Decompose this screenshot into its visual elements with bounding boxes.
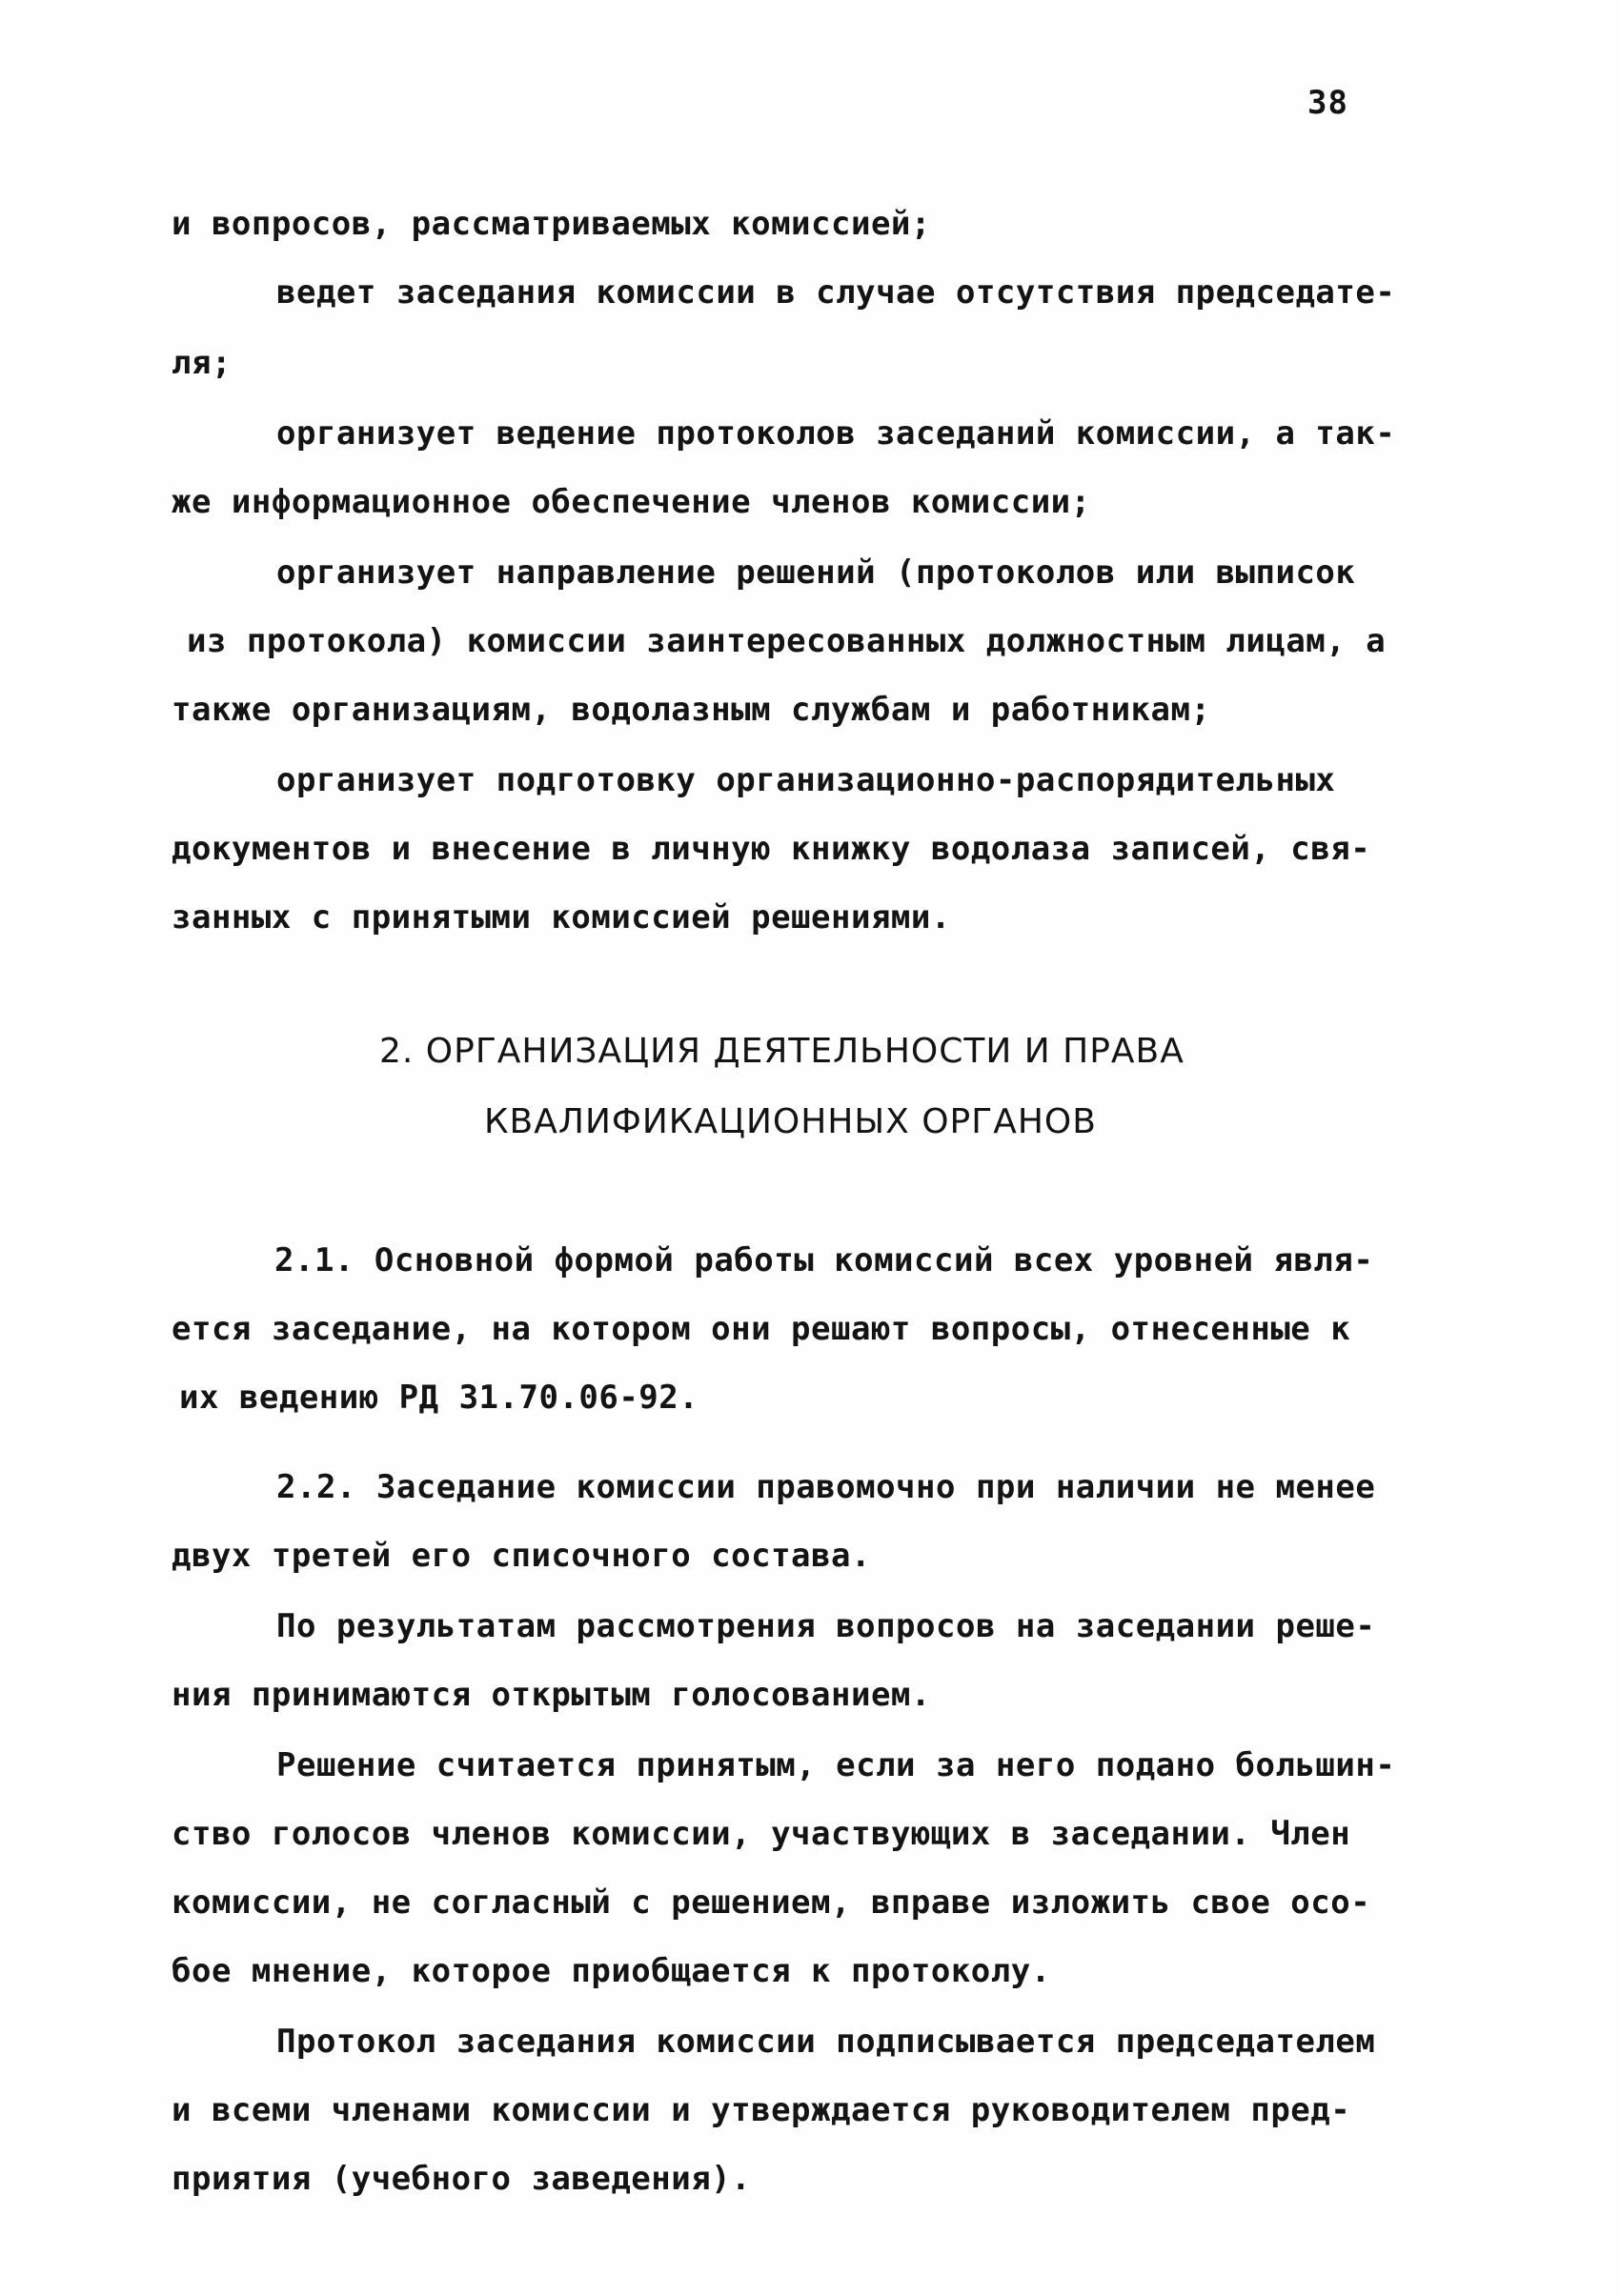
text-line: Решение считается принятым, если за него подано большин- bbox=[276, 1746, 1396, 1784]
text-line: организует ведение протоколов заседаний комиссии, а так- bbox=[276, 414, 1396, 453]
page-number: 38 bbox=[1307, 84, 1348, 122]
text-line: двух третей его списочного состава. bbox=[172, 1537, 871, 1575]
text-line: и всеми членами комиссии и утверждается руководителем пред- bbox=[172, 2091, 1351, 2129]
text-line: ется заседание, на котором они решают вопросы, отнесенные к bbox=[172, 1310, 1351, 1348]
text-line: комиссии, не согласный с решением, вправе изложить свое осо- bbox=[172, 1883, 1371, 1922]
text-line: ство голосов членов комиссии, участвующих в заседании. Член bbox=[172, 1815, 1351, 1853]
text-line: из протокола) комиссии заинтересованных должностным лицам, а bbox=[187, 622, 1387, 660]
text-line: занных с принятыми комиссией решениями. bbox=[172, 898, 951, 937]
text-line: ведет заседания комиссии в случае отсутствия председате- bbox=[276, 273, 1396, 312]
section-heading-line-2: КВАЛИФИКАЦИОННЫХ ОРГАНОВ bbox=[484, 1102, 1097, 1141]
text-line: бое мнение, которое приобщается к протоколу. bbox=[172, 1952, 1051, 1990]
text-line: 2.2. Заседание комиссии правомочно при наличии не менее bbox=[276, 1468, 1376, 1506]
text-line: ля; bbox=[172, 344, 232, 382]
text-line: ния принимаются открытым голосованием. bbox=[172, 1676, 931, 1714]
text-line: приятия (учебного заведения). bbox=[172, 2160, 752, 2198]
text-line: же информационное обеспечение членов комиссии; bbox=[172, 483, 1091, 521]
text-line: По результатам рассмотрения вопросов на заседании реше- bbox=[276, 1607, 1376, 1645]
text-line: их ведению РД 31.70.06-92. bbox=[179, 1379, 699, 1417]
text-line: документов и внесение в личную книжку водолаза записей, свя- bbox=[172, 830, 1371, 868]
section-heading-line-1: 2. ОРГАНИЗАЦИЯ ДЕЯТЕЛЬНОСТИ И ПРАВА bbox=[379, 1032, 1185, 1071]
text-line: организует подготовку организационно-распорядительных bbox=[276, 761, 1336, 799]
text-line: организует направление решений (протоколов или выписок bbox=[276, 554, 1356, 592]
text-line: Протокол заседания комиссии подписывается председателем bbox=[276, 2023, 1376, 2061]
text-line: и вопросов, рассматриваемых комиссией; bbox=[172, 205, 931, 243]
text-line: также организациям, водолазным службам и работникам; bbox=[172, 691, 1211, 729]
text-line: 2.1. Основной формой работы комиссий всех уровней явля- bbox=[274, 1241, 1374, 1279]
